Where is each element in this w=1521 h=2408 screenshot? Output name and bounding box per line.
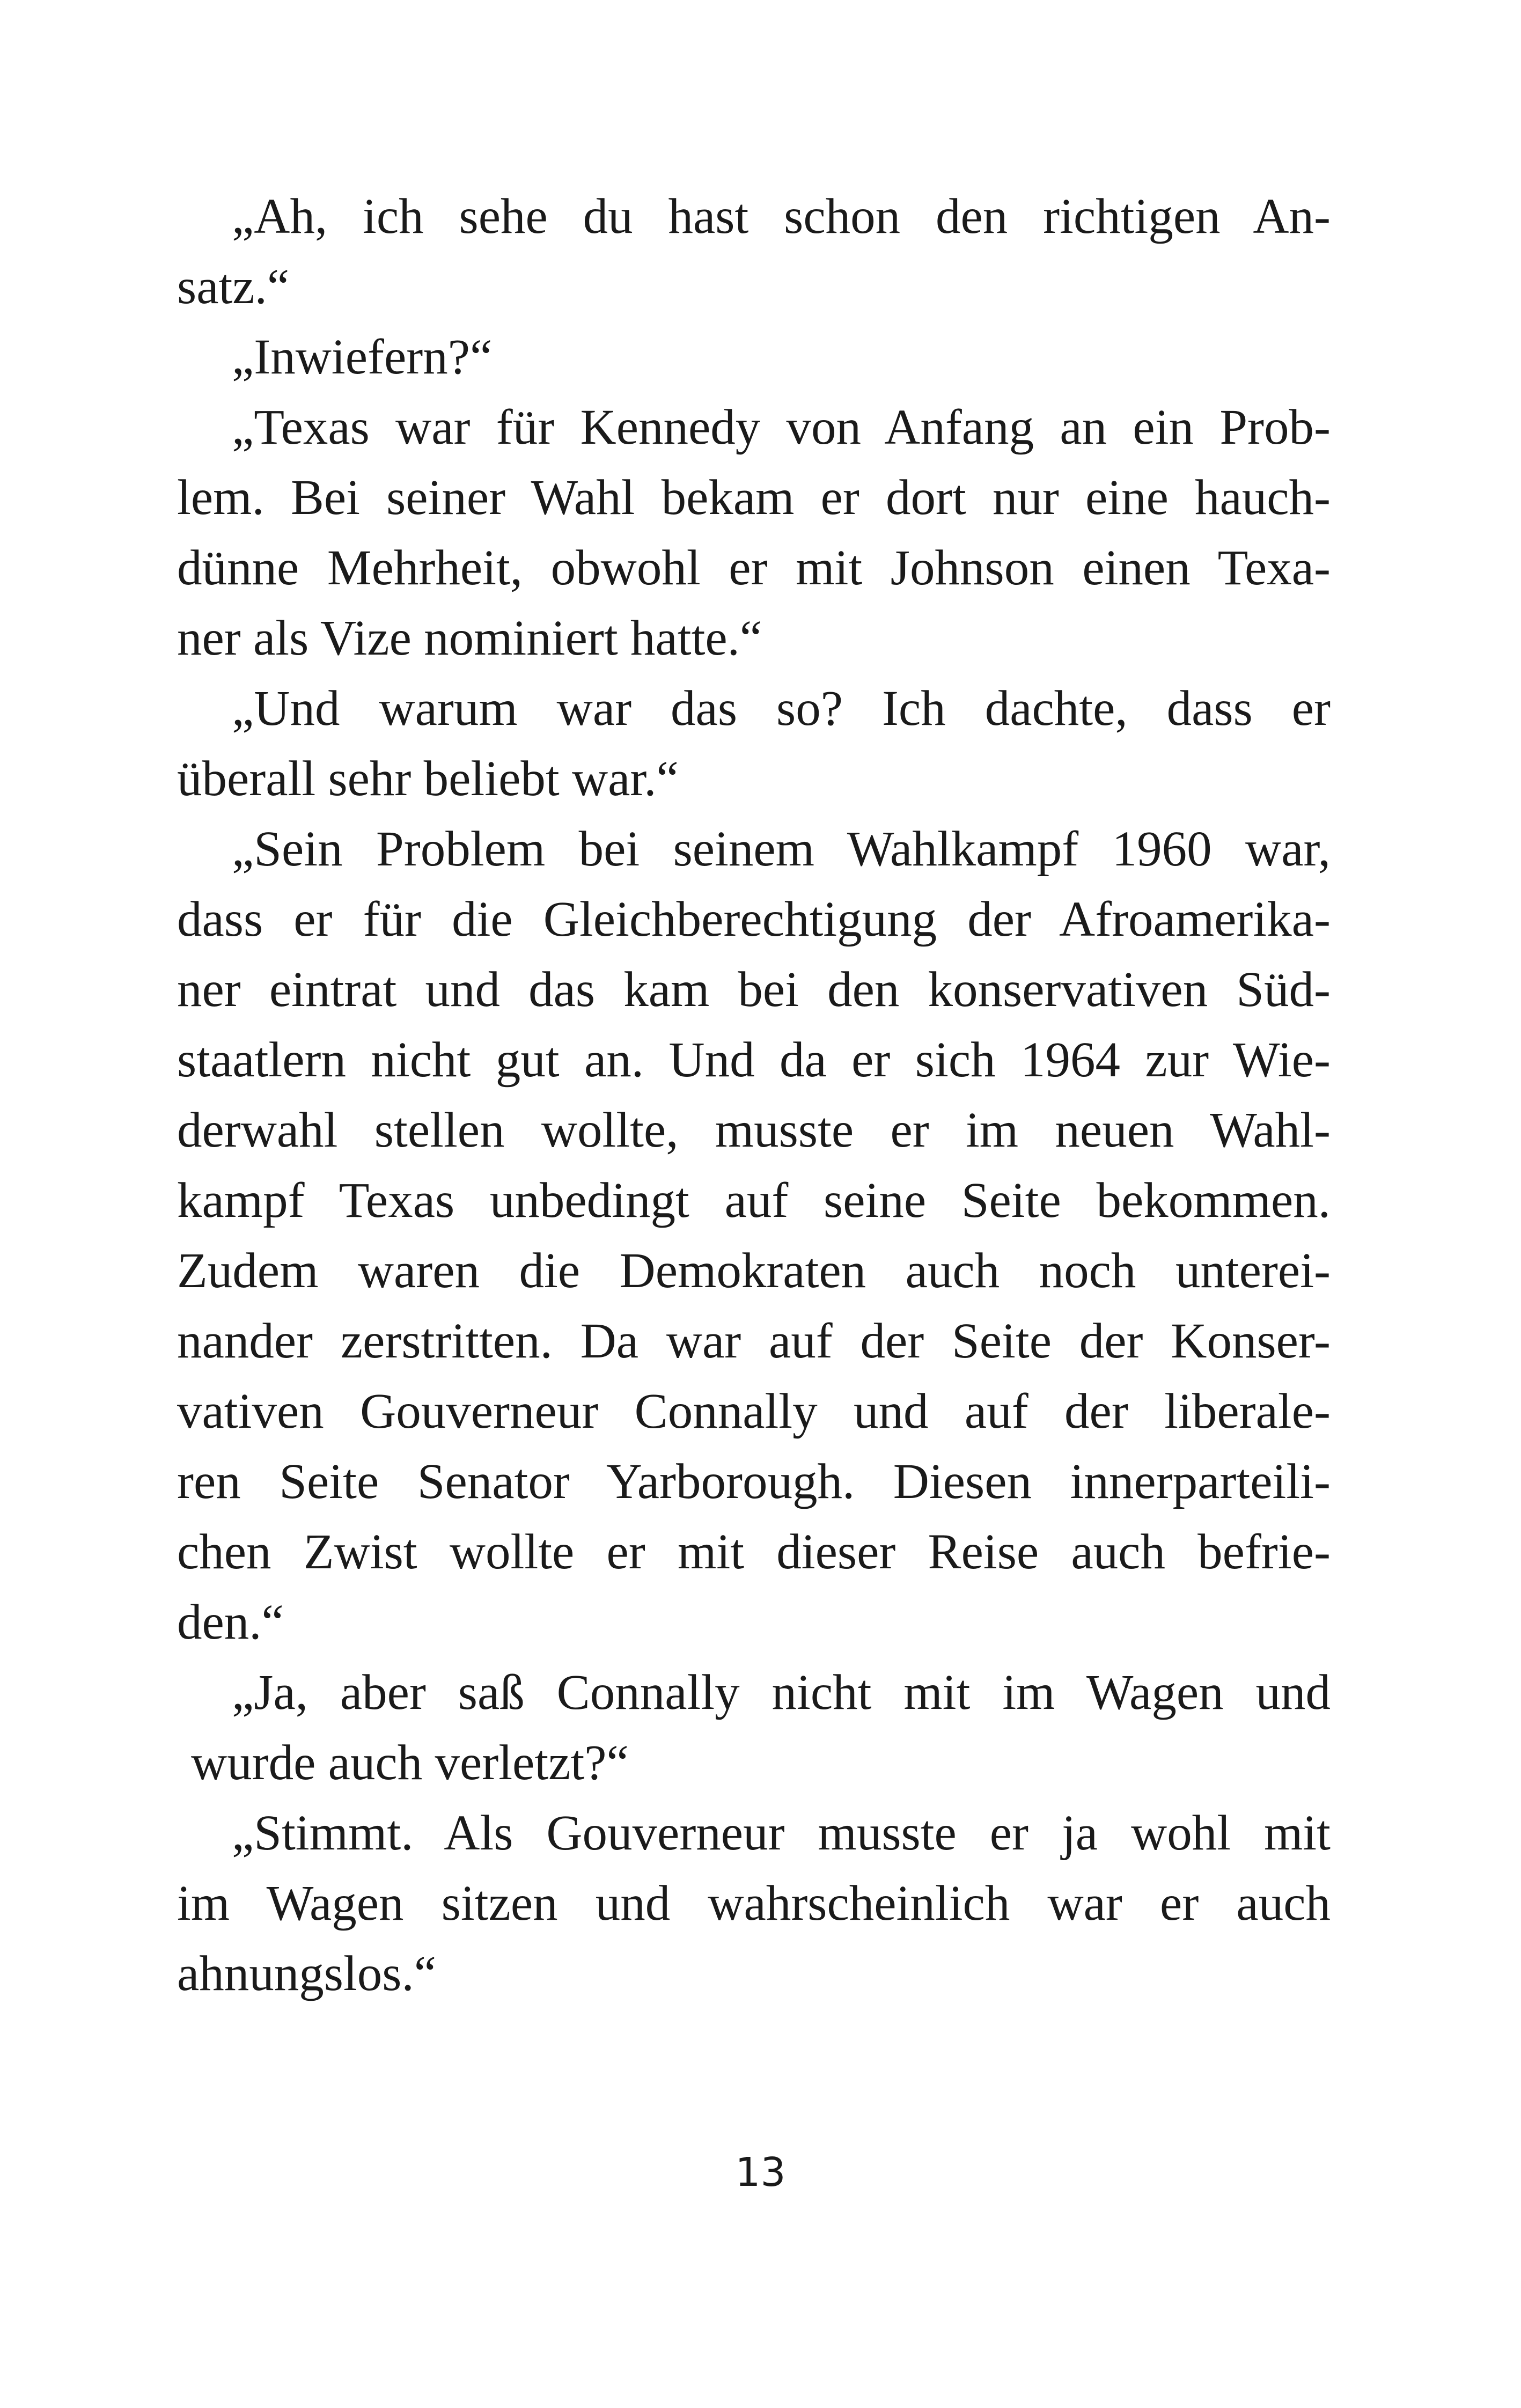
body-text bbox=[177, 181, 1331, 2009]
text-line: ren Seite Senator Yarborough. Diesen innerparteili- bbox=[177, 1454, 1331, 1509]
text-line: ner eintrat und das kam bei den konservativen Süd- bbox=[177, 962, 1331, 1017]
text-line: ner als Vize nominiert hatte.“ bbox=[177, 611, 762, 666]
text-line: „Und warum war das so? Ich dachte, dass er bbox=[232, 681, 1331, 736]
text-line: dass er für die Gleichberechtigung der Afroamerika- bbox=[177, 892, 1331, 947]
text-line: lem. Bei seiner Wahl bekam er dort nur eine hauch- bbox=[177, 470, 1331, 525]
text-line: im Wagen sitzen und wahrscheinlich war er auch bbox=[177, 1876, 1331, 1931]
text-line: „Ja, aber saß Connally nicht mit im Wagen und bbox=[232, 1665, 1331, 1720]
text-line: nander zerstritten. Da war auf der Seite der Konser- bbox=[177, 1313, 1331, 1369]
text-line: ahnungslos.“ bbox=[177, 1946, 437, 2001]
text-line: „Ah, ich sehe du hast schon den richtigen An- bbox=[232, 189, 1331, 244]
text-line: derwahl stellen wollte, musste er im neuen Wahl- bbox=[177, 1103, 1331, 1158]
text-line: vativen Gouverneur Connally und auf der liberale- bbox=[177, 1384, 1331, 1439]
text-line: Zudem waren die Demokraten auch noch unterei- bbox=[177, 1243, 1331, 1298]
text-line: „Stimmt. Als Gouverneur musste er ja wohl mit bbox=[232, 1805, 1331, 1861]
text-line: „Texas war für Kennedy von Anfang an ein Prob- bbox=[232, 400, 1331, 455]
page-number: 13 bbox=[735, 2149, 786, 2196]
text-line: dünne Mehrheit, obwohl er mit Johnson einen Texa- bbox=[177, 540, 1331, 596]
text-line: den.“ bbox=[177, 1595, 284, 1650]
text-line: staatlern nicht gut an. Und da er sich 1964 zur Wie- bbox=[177, 1032, 1331, 1088]
text-line: chen Zwist wollte er mit dieser Reise auch befrie- bbox=[177, 1524, 1331, 1580]
text-line: überall sehr beliebt war.“ bbox=[177, 751, 679, 806]
text-line: kampf Texas unbedingt auf seine Seite bekommen. bbox=[177, 1173, 1331, 1228]
text-line: „Sein Problem bei seinem Wahlkampf 1960 war, bbox=[232, 821, 1331, 877]
text-line: „Inwiefern?“ bbox=[232, 329, 493, 385]
text-line: wurde auch verletzt?“ bbox=[191, 1735, 629, 1790]
text-line: satz.“ bbox=[177, 259, 290, 314]
